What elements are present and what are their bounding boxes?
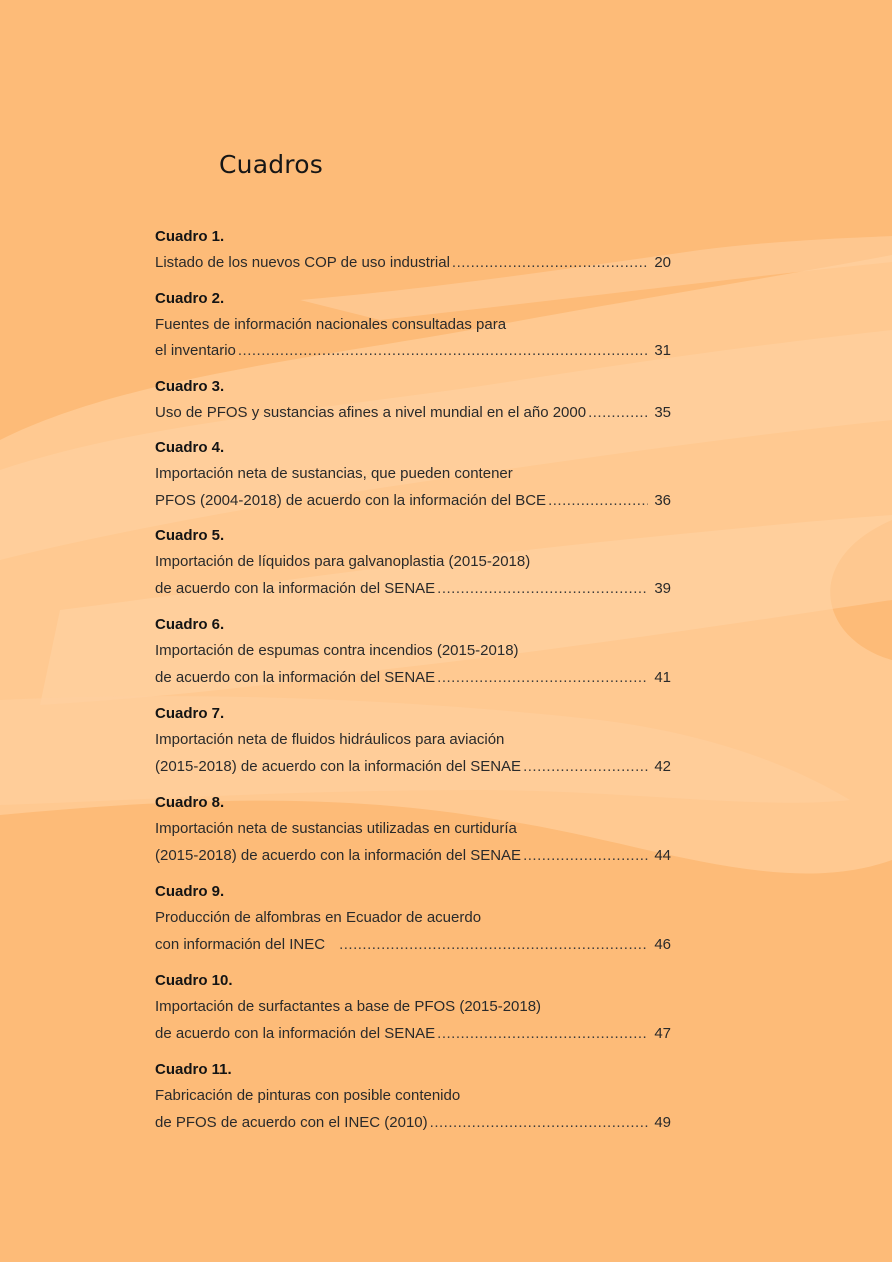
entry-label: Cuadro 4. [155, 439, 225, 456]
toc-entry-cuadro-5[interactable] [155, 523, 671, 602]
toc-entry-cuadro-4[interactable] [155, 435, 671, 514]
page-number: 20 [654, 254, 671, 271]
page-number: 44 [654, 846, 671, 864]
entry-label: Cuadro 6. [155, 616, 225, 633]
entry-title-line: de acuerdo con la información del SENAE [155, 579, 436, 597]
entry-title-line: Importación de líquidos para galvanoplastia (2015-2018) [155, 553, 531, 570]
page-number: 46 [654, 935, 671, 953]
dot-leader [238, 338, 648, 365]
entry-title-line: de acuerdo con la información del SENAE [155, 1024, 436, 1042]
page-number: 49 [654, 1113, 671, 1131]
dot-leader [437, 576, 648, 603]
entry-title-line: (2015-2018) de acuerdo con la información del SENAE [155, 846, 522, 864]
entry-title-line: (2015-2018) de acuerdo con la información del SENAE [155, 757, 522, 775]
entry-title-line: Importación neta de sustancias, que pueden contener [155, 465, 513, 482]
dot-leader [523, 843, 648, 870]
entry-title-line: el inventario [155, 342, 236, 359]
page-number: 42 [654, 757, 671, 775]
page-number: 31 [654, 342, 671, 359]
toc-entry-cuadro-11[interactable] [155, 1057, 671, 1136]
toc-entry-cuadro-8[interactable] [155, 790, 671, 869]
dot-leader [523, 754, 648, 781]
entry-title-line: de acuerdo con la información del SENAE [155, 668, 436, 686]
entry-title-line: Importación neta de fluidos hidráulicos para aviación [155, 731, 505, 748]
entry-label: Cuadro 8. [155, 794, 225, 811]
entry-title-line: PFOS (2004-2018) de acuerdo con la información del BCE [155, 491, 547, 509]
entry-title-line: Uso de PFOS y sustancias afines a nivel mundial en el año 2000 [155, 403, 587, 421]
entry-title-line: Importación de surfactantes a base de PFOS (2015-2018) [155, 998, 542, 1015]
toc-entry-cuadro-10[interactable] [155, 968, 671, 1047]
table-of-contents [155, 224, 671, 1136]
entry-title-line: Fuentes de información nacionales consultadas para [155, 315, 507, 333]
dot-leader [339, 932, 648, 959]
entry-label: Cuadro 1. [155, 228, 225, 245]
entry-title-line: Listado de los nuevos COP de uso industrial [155, 254, 450, 271]
entry-title-line: Producción de alfombras en Ecuador de acuerdo [155, 909, 482, 926]
page-number: 39 [654, 579, 671, 597]
page-number: 41 [654, 668, 671, 686]
entry-label: Cuadro 11. [155, 1061, 232, 1078]
entry-title-line: de PFOS de acuerdo con el INEC (2010) [155, 1113, 428, 1131]
toc-entry-cuadro-3[interactable] [155, 374, 671, 427]
dot-leader [437, 665, 648, 692]
entry-title-line: Importación neta de sustancias utilizadas en curtiduría [155, 820, 517, 837]
dot-leader [548, 488, 648, 515]
dot-leader [430, 1110, 648, 1137]
dot-leader [437, 1021, 648, 1048]
entry-title-line: con información del INEC [155, 935, 326, 953]
page-number: 35 [654, 403, 671, 421]
dot-leader [588, 400, 648, 427]
toc-entry-cuadro-2[interactable] [155, 286, 671, 365]
toc-entry-cuadro-9[interactable] [155, 879, 671, 958]
entry-title-line: Importación de espumas contra incendios (2015-2018) [155, 642, 519, 659]
entry-label: Cuadro 2. [155, 289, 225, 307]
dot-leader [452, 250, 648, 277]
entry-label: Cuadro 7. [155, 705, 225, 722]
entry-title-line: Fabricación de pinturas con posible contenido [155, 1087, 461, 1104]
page-number: 36 [654, 491, 671, 509]
page-title: Cuadros [219, 150, 323, 179]
page-number: 47 [654, 1024, 671, 1042]
entry-label: Cuadro 10. [155, 972, 233, 989]
entry-label: Cuadro 3. [155, 377, 225, 395]
toc-entry-cuadro-6[interactable] [155, 612, 671, 691]
entry-label: Cuadro 5. [155, 527, 225, 544]
toc-entry-cuadro-1[interactable] [155, 224, 671, 277]
entry-label: Cuadro 9. [155, 883, 225, 900]
toc-entry-cuadro-7[interactable] [155, 701, 671, 780]
